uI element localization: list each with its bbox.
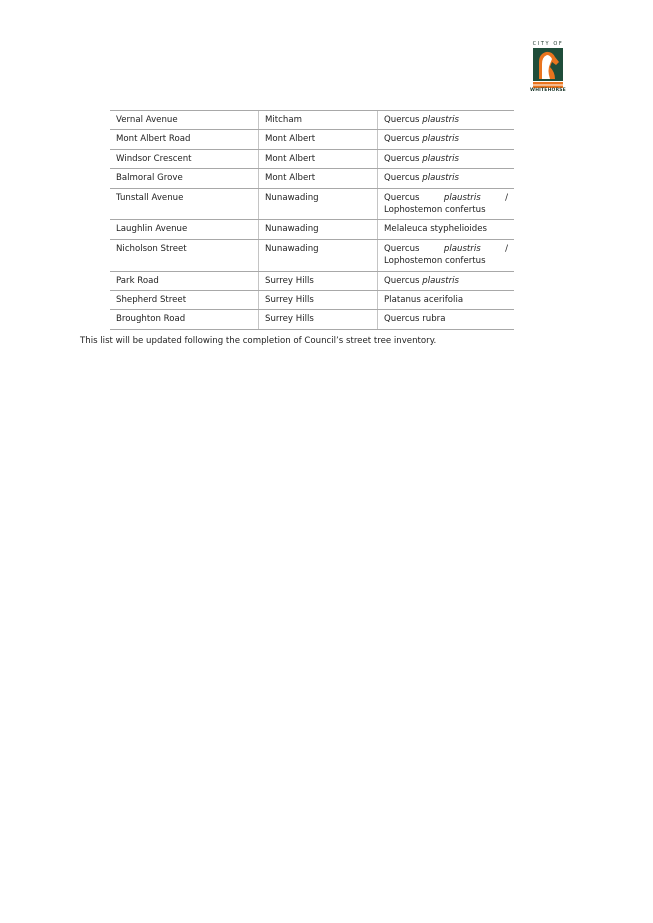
species-line <box>384 173 459 183</box>
street-tree-table <box>110 110 514 330</box>
species-separator: / <box>505 243 508 254</box>
species-epithet: plaustris <box>422 153 460 164</box>
species-line <box>384 276 459 286</box>
suburb-cell: Nunawading <box>259 188 378 220</box>
species-epithet: plaustris <box>422 134 460 145</box>
logo-top-text: CITY OF <box>532 41 564 47</box>
street-cell: Laughlin Avenue <box>110 220 259 239</box>
suburb-cell: Surrey Hills <box>259 291 378 310</box>
species-second-line: Lophostemon confertus <box>384 256 486 267</box>
table-row <box>110 111 514 130</box>
species-line <box>384 243 508 255</box>
species-separator: / <box>505 192 508 203</box>
species-epithet: plaustris <box>443 192 481 203</box>
suburb-cell: Surrey Hills <box>259 310 378 329</box>
species-genus: Quercus <box>384 243 420 254</box>
species-cell <box>378 149 515 168</box>
suburb-cell: Nunawading <box>259 220 378 239</box>
species-name: Melaleuca styphelioides <box>384 224 487 235</box>
horse-head-icon <box>533 48 563 88</box>
species-epithet: plaustris <box>422 115 460 125</box>
species-cell <box>378 271 515 290</box>
species-cell <box>378 169 515 188</box>
table-row <box>110 271 514 290</box>
species-epithet: plaustris <box>422 173 460 184</box>
table-row <box>110 188 514 220</box>
table-row <box>110 130 514 149</box>
table-row <box>110 291 514 310</box>
street-cell: Tunstall Avenue <box>110 188 259 220</box>
species-line <box>384 154 459 164</box>
suburb-cell: Mitcham <box>259 111 378 130</box>
street-cell: Mont Albert Road <box>110 130 259 149</box>
species-genus: Quercus <box>384 115 420 125</box>
species-genus: Quercus <box>384 153 420 164</box>
species-name: Quercus rubra <box>384 314 446 325</box>
street-cell: Shepherd Street <box>110 291 259 310</box>
street-cell: Windsor Crescent <box>110 149 259 168</box>
species-cell <box>378 111 515 130</box>
street-cell: Vernal Avenue <box>110 111 259 130</box>
species-line <box>384 192 508 204</box>
suburb-cell: Mont Albert <box>259 130 378 149</box>
street-cell: Balmoral Grove <box>110 169 259 188</box>
street-cell: Broughton Road <box>110 310 259 329</box>
street-cell: Park Road <box>110 271 259 290</box>
table-row <box>110 149 514 168</box>
species-epithet: plaustris <box>443 243 481 254</box>
suburb-cell: Mont Albert <box>259 149 378 168</box>
species-genus: Quercus <box>384 192 420 203</box>
species-genus: Quercus <box>384 173 420 184</box>
species-cell <box>378 239 515 271</box>
suburb-cell: Surrey Hills <box>259 271 378 290</box>
table-row <box>110 239 514 271</box>
species-cell <box>378 291 515 310</box>
table-row <box>110 169 514 188</box>
city-of-whitehorse-logo <box>530 41 566 99</box>
logo-bottom-text: WHITEHORSE <box>530 88 566 93</box>
suburb-cell: Mont Albert <box>259 169 378 188</box>
species-line <box>384 115 459 125</box>
species-second-line: Lophostemon confertus <box>384 205 486 216</box>
suburb-cell: Nunawading <box>259 239 378 271</box>
species-cell <box>378 220 515 239</box>
species-cell <box>378 310 515 329</box>
species-line <box>384 134 459 144</box>
table-row <box>110 310 514 329</box>
species-cell <box>378 188 515 220</box>
species-genus: Quercus <box>384 275 420 286</box>
street-cell: Nicholson Street <box>110 239 259 271</box>
species-name: Platanus acerifolia <box>384 295 464 306</box>
species-epithet: plaustris <box>422 275 460 286</box>
species-genus: Quercus <box>384 134 420 145</box>
table-row <box>110 220 514 239</box>
species-cell <box>378 130 515 149</box>
footnote: This list will be updated following the completion of Council’s street tree inventory. <box>80 336 437 346</box>
